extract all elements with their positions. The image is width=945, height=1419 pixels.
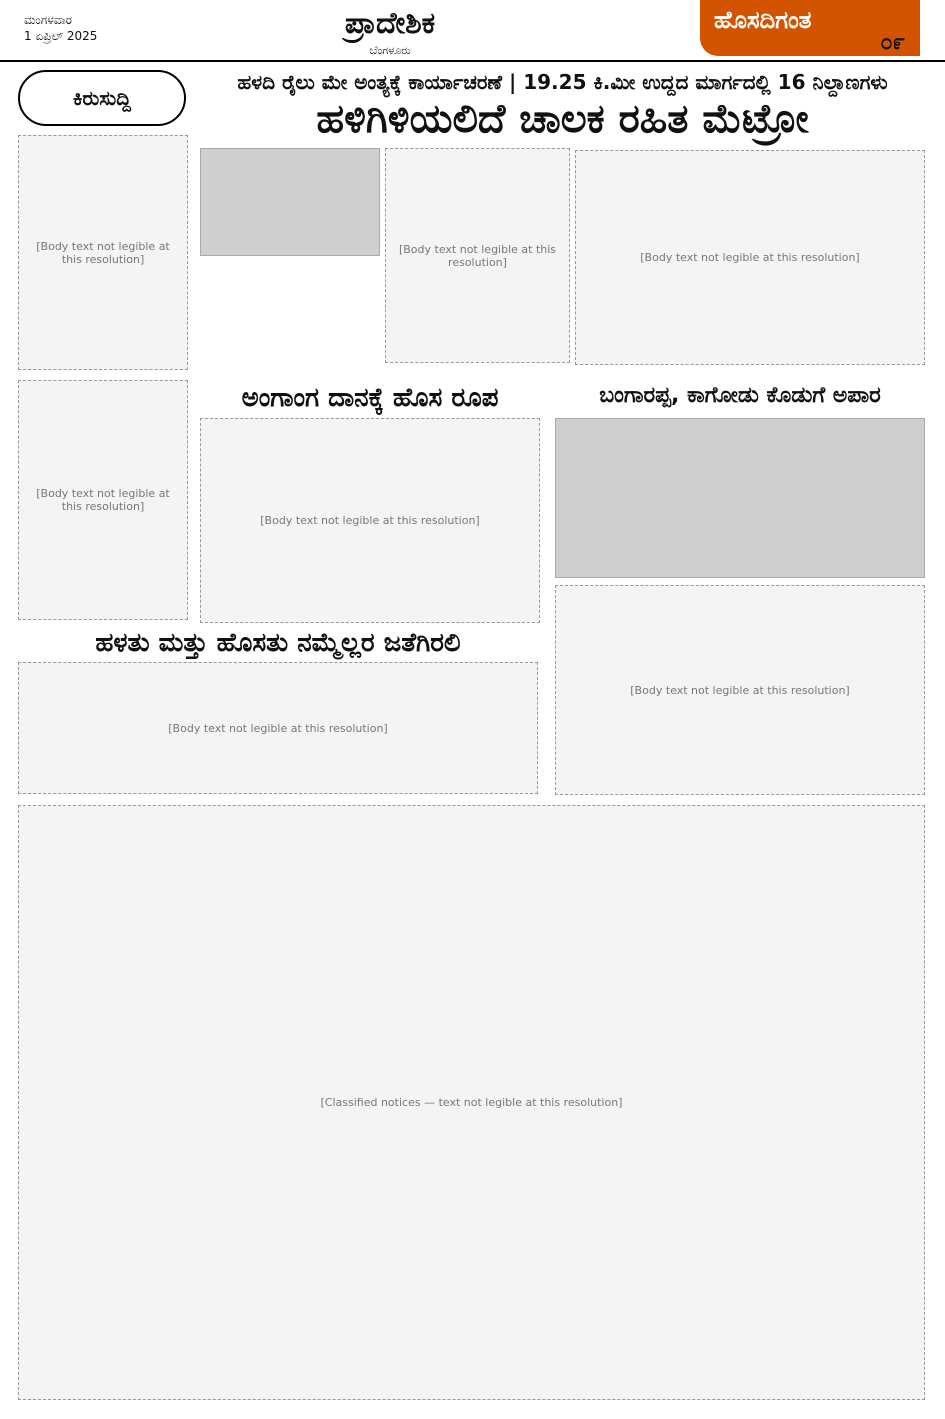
lead-kicker: ಹಳದಿ ರೈಲು ಮೇ ಅಂತ್ಯಕ್ಕೆ ಕಾರ್ಯಾಚರಣೆ | 19.25 ಕಿ.ಮೀ ಉದ್ದದ ಮಾರ್ಗದಲ್ಲಿ 16 ನಿಲ್ದಾಣಗಳು [237,70,888,94]
brand-name: ಹೊಸದಿಗಂತ [714,6,812,34]
sidebar-title: ಕಿರುಸುದ್ದಿ [18,70,186,126]
lead-body: [Body text not legible at this resolution] [385,148,570,363]
metro-photo [200,148,380,256]
date: 1 ಏಪ್ರಿಲ್ 2025 [24,29,98,44]
event-photo [555,418,925,578]
organ-donation-body: [Body text not legible at this resolution] [200,418,540,623]
organ-donation-headline: ಅಂಗಾಂಗ ದಾನಕ್ಕೆ ಹೊಸ ರೂಪ [241,383,499,413]
old-new-headline: ಹಳತು ಮತ್ತು ಹೊಸತು ನಮ್ಮೆಲ್ಲರ ಜತೆಗಿರಲಿ [95,628,461,658]
city-label: ಬೆಂಗಳೂರು [369,44,411,57]
page-number: ೦೯ [880,30,905,55]
sidebar-briefs: [Body text not legible at this resolution] [18,135,188,370]
sidebar-briefs-2: [Body text not legible at this resolution] [18,380,188,620]
day: ಮಂಗಳವಾರ [24,13,73,27]
lead-headline: ಹಳಿಗಿಳಿಯಲಿದೆ ಚಾಲಕ ರಹಿತ ಮೆಟ್ರೋ [316,96,809,142]
bangarappa-headline: ಬಂಗಾರಪ್ಪ, ಕಾಗೋಡು ಕೊಡುಗೆ ಅಪಾರ [599,383,881,408]
date-block [24,12,97,44]
footer-bar [0,1404,945,1419]
lead-sidebars: [Body text not legible at this resolution] [575,150,925,365]
masthead [0,0,945,62]
bangarappa-body: [Body text not legible at this resolution] [555,585,925,795]
old-new-body: [Body text not legible at this resolution] [18,662,538,794]
section-title: ಪ್ರಾದೇಶಿಕ [344,6,436,41]
classifieds: [Classified notices — text not legible at this resolution] [18,805,925,1400]
